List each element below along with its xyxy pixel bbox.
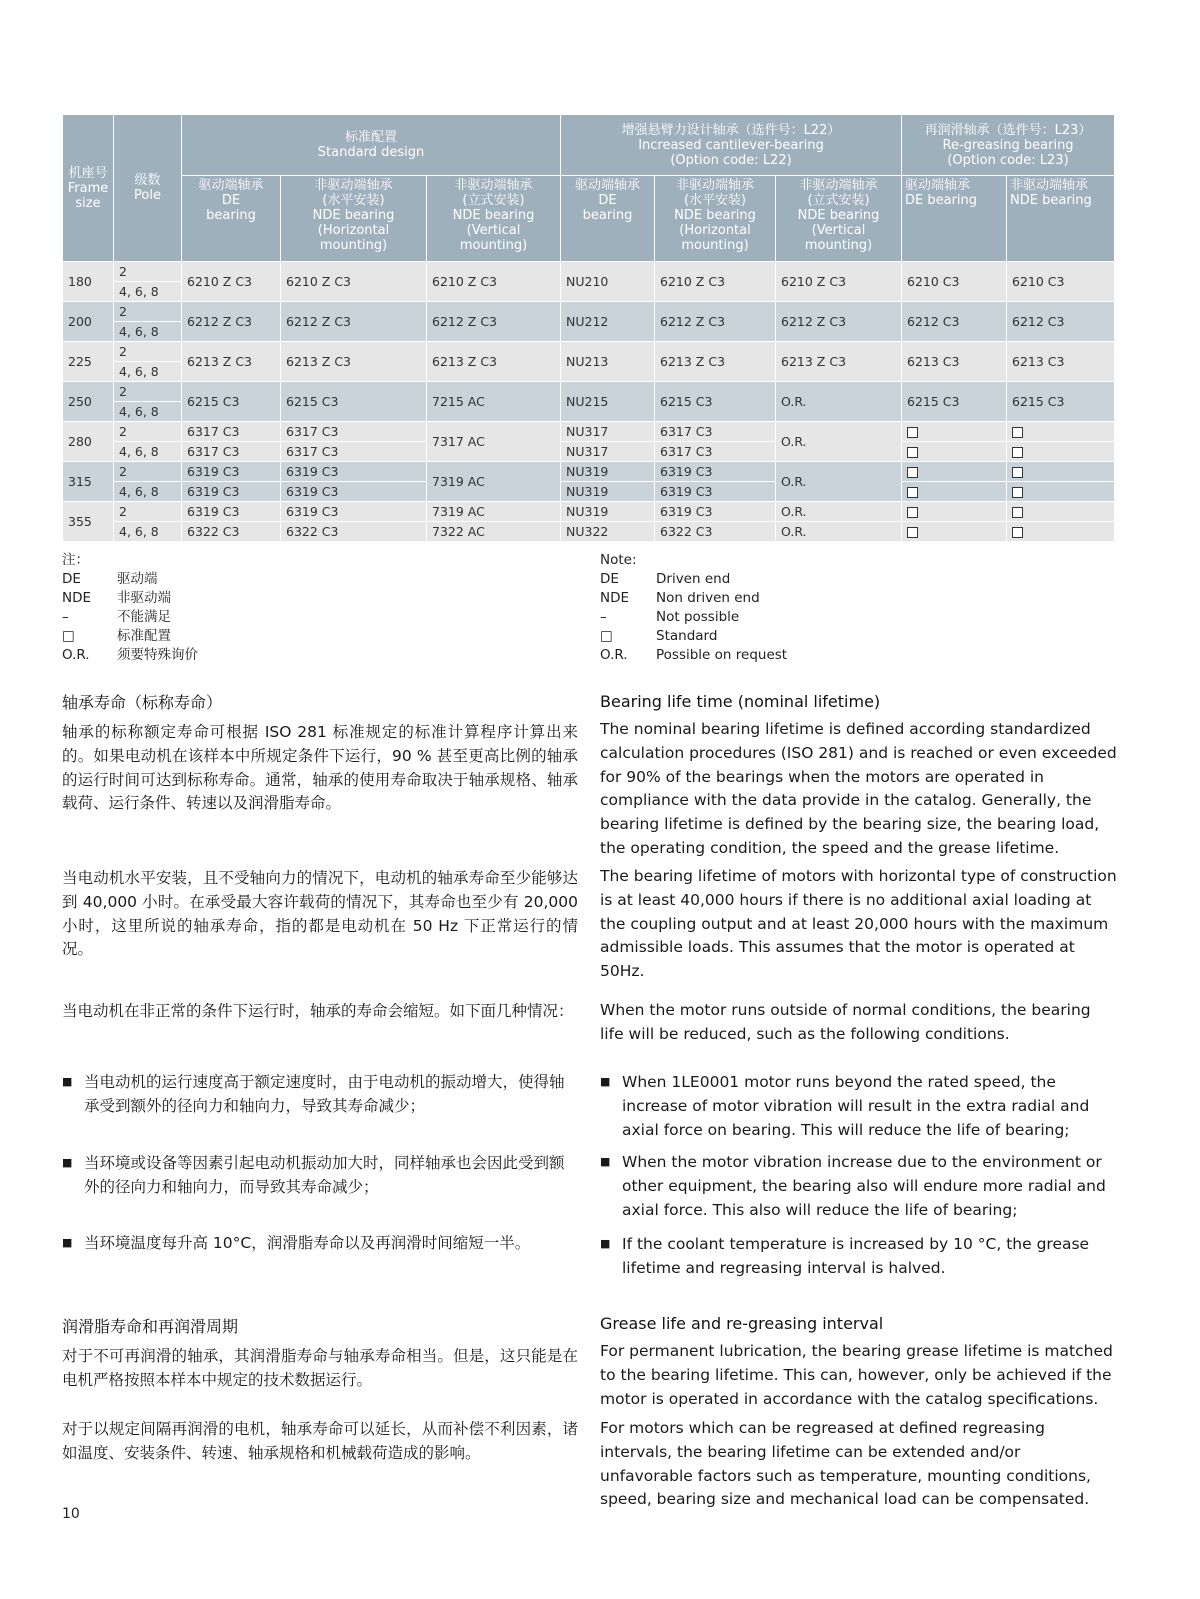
square-outline-icon [1012, 527, 1023, 538]
square-bullet-icon: ■ [62, 1236, 73, 1249]
table-row [63, 262, 1115, 282]
paragraph-en-4: For permanent lubrication, the bearing grease lifetime is matched to the bearing lifetime. This can, however, only be achieved if the motor is operated in accordance with the catalog specifications. [600, 1342, 1113, 1408]
bullet-cn-3 [62, 1231, 578, 1255]
note-key: – [62, 609, 69, 625]
cell-l23-nde: 6212 C3 [1007, 302, 1115, 342]
cell-nde-v: 6212 Z C3 [427, 302, 561, 342]
bullet-cn-2 [62, 1151, 578, 1199]
cell-l23-nde: 6215 C3 [1007, 382, 1115, 422]
square-outline-icon [907, 427, 918, 438]
cell-pole: 2 [114, 302, 182, 322]
cell-l22-nde-h: 6215 C3 [655, 382, 776, 422]
cell-l22-nde-v: O.R. [776, 522, 902, 542]
cell-l22-de: NU322 [561, 522, 655, 542]
note-value: Possible on request [656, 647, 788, 663]
cell-l22-nde-h: 6212 Z C3 [655, 302, 776, 342]
cell-nde-h: 6213 Z C3 [281, 342, 427, 382]
bullet-text: 当环境或设备等因素引起电动机振动加大时，同样轴承也会因此受到额外的径向力和轴向力，而导致其寿命减少； [84, 1154, 565, 1196]
cell-l23-de: 6213 C3 [902, 342, 1007, 382]
header-l22: 增强悬臂力设计轴承（选件号：L22） Increased cantilever-bearing (Option code: L22) [561, 115, 902, 176]
cell-l22-nde-h: 6210 Z C3 [655, 262, 776, 302]
note-item [600, 608, 1000, 627]
cell-pole: 4, 6, 8 [114, 402, 182, 422]
cell-pole: 4, 6, 8 [114, 522, 182, 542]
header-frame-size: 机座号 Frame size [63, 115, 114, 262]
bullet-text: 当电动机的运行速度高于额定速度时，由于电动机的振动增大，使得轴承受到额外的径向力和轴向力，导致其寿命减少； [84, 1073, 565, 1115]
table-row [63, 482, 1115, 502]
cell-nde-v: 6213 Z C3 [427, 342, 561, 382]
cell-l22-nde-h: 6317 C3 [655, 442, 776, 462]
cell-l23-nde [1007, 422, 1115, 442]
square-outline-icon [1012, 507, 1023, 518]
cell-l23-de: 6215 C3 [902, 382, 1007, 422]
notes-title: 注： [62, 552, 89, 568]
square-outline-icon [1012, 467, 1023, 478]
note-value: Not possible [656, 609, 740, 625]
cell-pole: 4, 6, 8 [114, 442, 182, 462]
paragraph-cn-4: 对于不可再润滑的轴承，其润滑脂寿命与轴承寿命相当。但是，这只能是在电机严格按照本样本中规定的技术数据运行。 [62, 1347, 578, 1389]
cell-l23-de [902, 442, 1007, 462]
cell-de: 6319 C3 [182, 502, 281, 522]
section-heading-grease-cn: 润滑脂寿命和再润滑周期 [62, 1317, 239, 1336]
cell-l22-nde-v: 6212 Z C3 [776, 302, 902, 342]
cell-pole: 4, 6, 8 [114, 362, 182, 382]
paragraph-cn-3: 当电动机在非正常的条件下运行时，轴承的寿命会缩短。如下面几种情况： [62, 1002, 574, 1020]
note-item [600, 627, 1000, 646]
cell-pole: 4, 6, 8 [114, 322, 182, 342]
cell-l22-nde-v: 6210 Z C3 [776, 262, 902, 302]
table-row [63, 502, 1115, 522]
cell-pole: 2 [114, 342, 182, 362]
cell-pole: 2 [114, 262, 182, 282]
cell-l23-nde [1007, 482, 1115, 502]
section-heading-bearing-life-en: Bearing life time (nominal lifetime) [600, 692, 881, 711]
note-item [62, 627, 362, 646]
cell-nde-h: 6319 C3 [281, 502, 427, 522]
note-key: O.R. [62, 647, 90, 663]
cell-frame: 315 [63, 462, 114, 502]
cell-de: 6317 C3 [182, 442, 281, 462]
cell-nde-v: 7215 AC [427, 382, 561, 422]
note-value: 非驱动端 [117, 590, 171, 606]
note-key: □ [62, 628, 75, 644]
cell-l23-nde [1007, 442, 1115, 462]
cell-l23-de [902, 522, 1007, 542]
square-bullet-icon: ■ [62, 1075, 73, 1088]
square-outline-icon [907, 507, 918, 518]
cell-nde-h: 6317 C3 [281, 422, 427, 442]
cell-l22-de: NU212 [561, 302, 655, 342]
cell-pole: 2 [114, 462, 182, 482]
paragraph-en-1: The nominal bearing lifetime is defined according standardized calculation procedures (ISO 281) and is reached or even exceeded for 90% of the bearings when the motors are operated in compliance with the data provide in the catalog. Generally, the bearing lifetime is defined by the bearing size, the bearing load, the operating condition, the speed and the grease lifetime. [600, 720, 1117, 857]
cell-nde-v: 7319 AC [427, 462, 561, 502]
cell-nde-v: 7319 AC [427, 502, 561, 522]
square-outline-icon [1012, 487, 1023, 498]
square-bullet-icon: ■ [600, 1237, 611, 1250]
cell-l22-de: NU317 [561, 442, 655, 462]
header-l23: 再润滑轴承（选件号：L23） Re-greasing bearing (Option code: L23) [902, 115, 1115, 176]
bullet-en-1 [600, 1070, 1118, 1142]
table-row [63, 522, 1115, 542]
cell-nde-h: 6319 C3 [281, 482, 427, 502]
cell-l23-de [902, 462, 1007, 482]
cell-pole: 2 [114, 502, 182, 522]
cell-l22-nde-v: 6213 Z C3 [776, 342, 902, 382]
bearing-table [62, 114, 1115, 542]
paragraph-cn-5: 对于以规定间隔再润滑的电机，轴承寿命可以延长，从而补偿不利因素，诸如温度、安装条件、转速、轴承规格和机械载荷造成的影响。 [62, 1420, 578, 1462]
cell-nde-h: 6215 C3 [281, 382, 427, 422]
bullet-text: When 1LE0001 motor runs beyond the rated speed, the increase of motor vibration will result in the extra radial and axial force on bearing. This will reduce the life of bearing; [622, 1073, 1090, 1139]
note-item [62, 646, 362, 665]
note-item [62, 570, 362, 589]
cell-de: 6210 Z C3 [182, 262, 281, 302]
header-l23-nde: 非驱动端轴承 NDE bearing [1007, 176, 1115, 262]
header-l23-de: 驱动端轴承 DE bearing [902, 176, 1007, 262]
square-outline-icon [1012, 427, 1023, 438]
square-outline-icon [1012, 447, 1023, 458]
cell-l22-nde-h: 6319 C3 [655, 462, 776, 482]
cell-nde-h: 6322 C3 [281, 522, 427, 542]
cell-l22-nde-h: 6317 C3 [655, 422, 776, 442]
bullet-en-2 [600, 1150, 1118, 1222]
header-de-bearing: 驱动端轴承 DE bearing [182, 176, 281, 262]
cell-pole: 4, 6, 8 [114, 282, 182, 302]
square-outline-icon [907, 487, 918, 498]
note-key: □ [600, 628, 613, 644]
cell-l23-de [902, 502, 1007, 522]
paragraph-cn-1: 轴承的标称额定寿命可根据 ISO 281 标准规定的标准计算程序计算出来的。如果电动机在该样本中所规定条件下运行，90 % 甚至更高比例的轴承的运行时间可达到标称寿命。通常，轴承的使用寿命取决于轴承规格、轴承载荷、运行条件、转速以及润滑脂寿命。 [62, 723, 578, 813]
cell-l23-nde: 6210 C3 [1007, 262, 1115, 302]
cell-nde-h: 6210 Z C3 [281, 262, 427, 302]
square-outline-icon [907, 447, 918, 458]
cell-frame: 280 [63, 422, 114, 462]
note-value: 不能满足 [117, 609, 171, 625]
note-key: O.R. [600, 647, 628, 663]
cell-frame: 355 [63, 502, 114, 542]
header-l22-nde-horizontal: 非驱动端轴承 (水平安装) NDE bearing (Horizontal mounting) [655, 176, 776, 262]
notes-chinese [62, 551, 362, 665]
header-l22-de: 驱动端轴承 DE bearing [561, 176, 655, 262]
cell-l22-nde-h: 6322 C3 [655, 522, 776, 542]
cell-l23-de: 6210 C3 [902, 262, 1007, 302]
paragraph-cn-2: 当电动机水平安装，且不受轴向力的情况下，电动机的轴承寿命至少能够达到 40,000 小时。在承受最大容许载荷的情况下，其寿命也至少有 20,000 小时，这里所说的轴承寿命，指的都是电动机在 50 Hz 下正常运行的情况。 [62, 869, 578, 959]
cell-l22-de: NU213 [561, 342, 655, 382]
table-row [63, 302, 1115, 322]
cell-l22-nde-v: O.R. [776, 382, 902, 422]
table-row [63, 442, 1115, 462]
square-outline-icon [907, 467, 918, 478]
cell-l22-nde-h: 6319 C3 [655, 502, 776, 522]
cell-frame: 200 [63, 302, 114, 342]
cell-de: 6322 C3 [182, 522, 281, 542]
cell-l23-nde [1007, 462, 1115, 482]
cell-pole: 4, 6, 8 [114, 482, 182, 502]
note-key: NDE [62, 590, 92, 606]
bullet-text: 当环境温度每升高 10°C，润滑脂寿命以及再润滑时间缩短一半。 [84, 1234, 531, 1252]
bullet-en-3 [600, 1232, 1118, 1280]
cell-nde-v: 7317 AC [427, 422, 561, 462]
cell-frame: 180 [63, 262, 114, 302]
note-key: NDE [600, 590, 630, 606]
cell-l23-nde [1007, 522, 1115, 542]
table-row [63, 422, 1115, 442]
cell-l23-nde [1007, 502, 1115, 522]
cell-l22-nde-v: O.R. [776, 422, 902, 462]
note-item [62, 608, 362, 627]
paragraph-en-2: The bearing lifetime of motors with horizontal type of construction is at least 40,000 hours if there is no additional axial loading at the coupling output and at least 20,000 hours with the maximum admissible loads. This assumes that the motor is operated at 50Hz. [600, 867, 1117, 981]
header-nde-horizontal: 非驱动端轴承 (水平安装) NDE bearing (Horizontal mounting) [281, 176, 427, 262]
note-item [62, 589, 362, 608]
note-value: Standard [656, 628, 718, 644]
paragraph-en-5: For motors which can be regreased at defined regreasing intervals, the bearing lifetime can be extended and/or unfavorable factors such as temperature, mounting conditions, speed, bearing size and mechanical load can be compensated. [600, 1419, 1091, 1509]
cell-l23-nde: 6213 C3 [1007, 342, 1115, 382]
cell-l23-de [902, 482, 1007, 502]
notes-english [600, 551, 1000, 665]
cell-frame: 250 [63, 382, 114, 422]
cell-de: 6213 Z C3 [182, 342, 281, 382]
note-item [600, 646, 1000, 665]
section-heading-grease-en: Grease life and re-greasing interval [600, 1314, 884, 1333]
bullet-cn-1 [62, 1070, 578, 1118]
cell-l23-de: 6212 C3 [902, 302, 1007, 342]
cell-l22-de: NU319 [561, 482, 655, 502]
cell-frame: 225 [63, 342, 114, 382]
note-key: DE [62, 571, 81, 587]
cell-l22-de: NU210 [561, 262, 655, 302]
cell-de: 6215 C3 [182, 382, 281, 422]
cell-de: 6319 C3 [182, 482, 281, 502]
cell-l22-de: NU319 [561, 502, 655, 522]
header-nde-vertical: 非驱动端轴承 (立式安装) NDE bearing (Vertical mounting) [427, 176, 561, 262]
note-value: Non driven end [656, 590, 760, 606]
cell-l22-de: NU317 [561, 422, 655, 442]
paragraph-en-3: When the motor runs outside of normal conditions, the bearing life will be reduced, such as the following conditions. [600, 1001, 1091, 1043]
cell-nde-h: 6317 C3 [281, 442, 427, 462]
note-key: DE [600, 571, 619, 587]
header-l22-nde-vertical: 非驱动端轴承 (立式安装) NDE bearing (Vertical mounting) [776, 176, 902, 262]
cell-nde-v: 7322 AC [427, 522, 561, 542]
table-row [63, 382, 1115, 402]
cell-nde-h: 6212 Z C3 [281, 302, 427, 342]
square-bullet-icon: ■ [600, 1075, 611, 1088]
note-value: 标准配置 [117, 628, 171, 644]
cell-l22-de: NU319 [561, 462, 655, 482]
section-heading-bearing-life-cn: 轴承寿命（标称寿命） [62, 693, 223, 712]
cell-l22-nde-h: 6319 C3 [655, 482, 776, 502]
note-value: Driven end [656, 571, 731, 587]
cell-l22-nde-h: 6213 Z C3 [655, 342, 776, 382]
square-bullet-icon: ■ [62, 1156, 73, 1169]
note-item [600, 570, 1000, 589]
cell-l22-nde-v: O.R. [776, 462, 902, 502]
notes-title: Note: [600, 552, 637, 568]
cell-pole: 2 [114, 422, 182, 442]
cell-pole: 2 [114, 382, 182, 402]
cell-nde-v: 6210 Z C3 [427, 262, 561, 302]
note-value: 驱动端 [117, 571, 158, 587]
cell-de: 6319 C3 [182, 462, 281, 482]
header-standard-design: 标准配置 Standard design [182, 115, 561, 176]
cell-l22-nde-v: O.R. [776, 502, 902, 522]
square-bullet-icon: ■ [600, 1155, 611, 1168]
table-row [63, 342, 1115, 362]
cell-nde-h: 6319 C3 [281, 462, 427, 482]
note-item [600, 589, 1000, 608]
bullet-text: When the motor vibration increase due to the environment or other equipment, the bearing also will endure more radial and axial force. This also will reduce the life of bearing; [622, 1153, 1106, 1219]
note-value: 须要特殊询价 [117, 647, 198, 663]
cell-de: 6212 Z C3 [182, 302, 281, 342]
table-row [63, 462, 1115, 482]
page-number: 10 [62, 1506, 80, 1522]
header-pole: 级数 Pole [114, 115, 182, 262]
square-outline-icon [907, 527, 918, 538]
note-key: – [600, 609, 607, 625]
cell-de: 6317 C3 [182, 422, 281, 442]
cell-l23-de [902, 422, 1007, 442]
cell-l22-de: NU215 [561, 382, 655, 422]
bullet-text: If the coolant temperature is increased by 10 °C, the grease lifetime and regreasing interval is halved. [622, 1235, 1090, 1277]
